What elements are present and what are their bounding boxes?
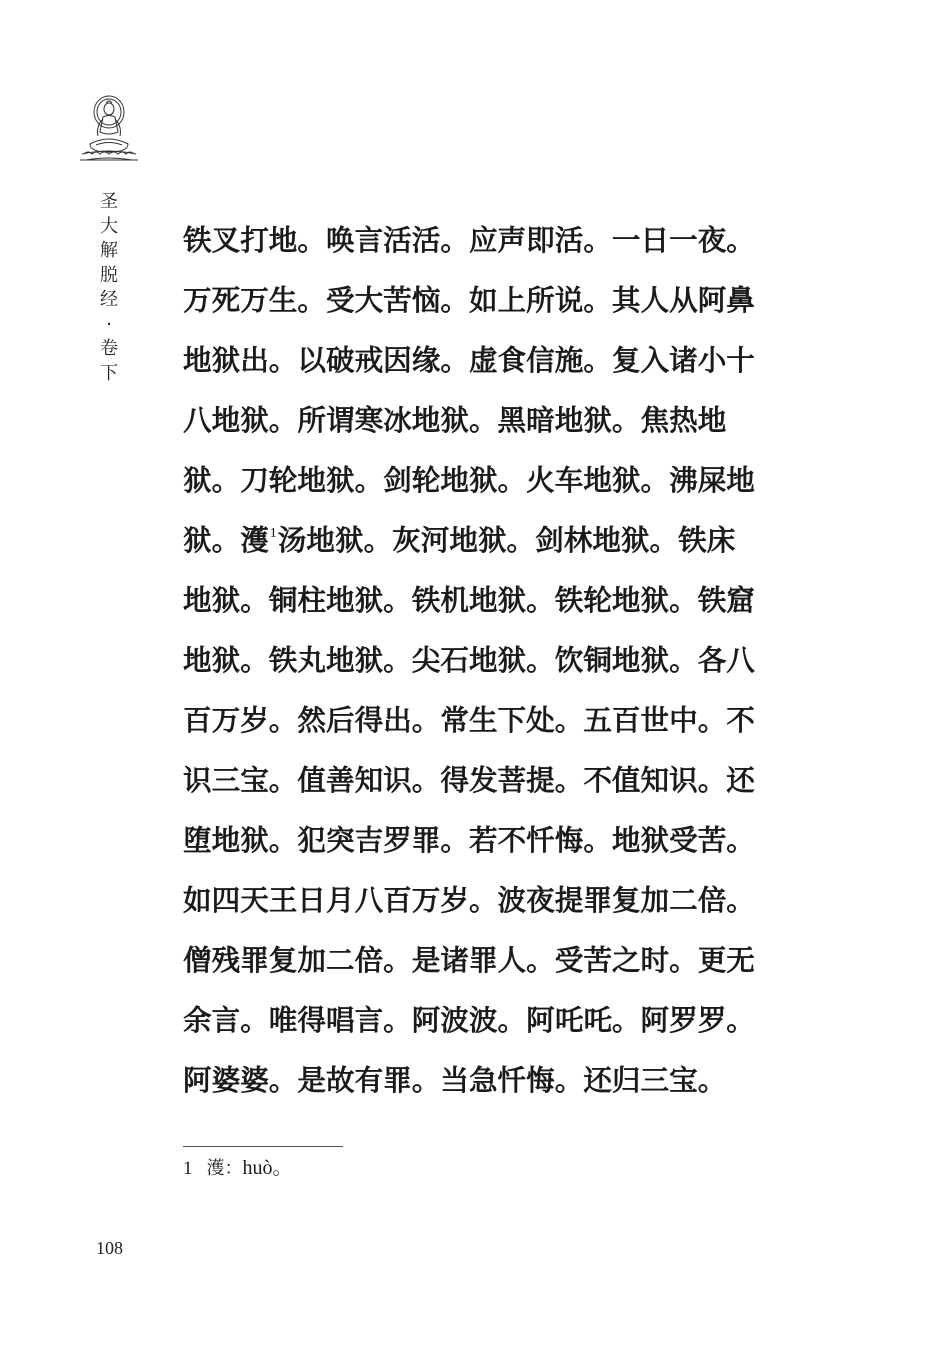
text-segment: 狱。濩 — [183, 523, 269, 557]
text-line: 狱。刀轮地狱。剑轮地狱。火车地狱。沸屎地 — [183, 463, 755, 497]
running-title-char: 圣 — [100, 191, 118, 212]
text-line: 余言。唯得唱言。阿波波。阿吒吒。阿罗罗。 — [183, 1003, 755, 1037]
footnote-number: 1 — [183, 1158, 193, 1179]
running-title-char: 解 — [100, 240, 118, 261]
running-title — [96, 190, 122, 386]
running-title-char: · — [106, 313, 112, 335]
footnote-pinyin: huò。 — [242, 1157, 293, 1179]
footnote-term: 濩： — [206, 1158, 243, 1179]
footnote-divider — [183, 1146, 343, 1147]
text-segment: 汤地狱。灰河地狱。剑林地狱。铁床 — [277, 523, 736, 557]
footnote — [183, 1155, 293, 1182]
text-line: 百万岁。然后得出。常生下处。五百世中。不 — [183, 703, 755, 737]
footnote-marker[interactable]: 1 — [269, 526, 277, 541]
text-line: 万死万生。受大苦恼。如上所说。其人从阿鼻 — [183, 283, 755, 317]
text-line: 阿婆婆。是故有罪。当急忏悔。还归三宝。 — [183, 1063, 727, 1097]
text-line — [183, 510, 773, 570]
running-title-char: 下 — [100, 362, 118, 384]
text-line: 八地狱。所谓寒冰地狱。黑暗地狱。焦热地 — [183, 403, 727, 437]
page-number: 108 — [96, 1238, 123, 1258]
running-title-char: 脱 — [100, 264, 118, 286]
running-title-char: 经 — [100, 289, 118, 310]
text-line: 堕地狱。犯突吉罗罪。若不忏悔。地狱受苦。 — [183, 823, 755, 857]
text-line: 识三宝。值善知识。得发菩提。不值知识。还 — [183, 763, 755, 797]
text-line: 地狱。铜柱地狱。铁机地狱。铁轮地狱。铁窟 — [183, 583, 755, 617]
running-title-char: 卷 — [100, 338, 118, 359]
text-line: 地狱出。以破戒因缘。虚食信施。复入诸小十 — [183, 343, 755, 377]
body-text — [183, 210, 773, 1110]
text-line: 地狱。铁丸地狱。尖石地狱。饮铜地狱。各八 — [183, 643, 755, 677]
text-line: 僧残罪复加二倍。是诸罪人。受苦之时。更无 — [183, 943, 755, 977]
text-line: 铁叉打地。唤言活活。应声即活。一日一夜。 — [183, 223, 755, 257]
text-line: 如四天王日月八百万岁。波夜提罪复加二倍。 — [183, 883, 755, 917]
running-title-char: 大 — [100, 215, 118, 237]
buddha-seated-icon — [76, 92, 142, 166]
